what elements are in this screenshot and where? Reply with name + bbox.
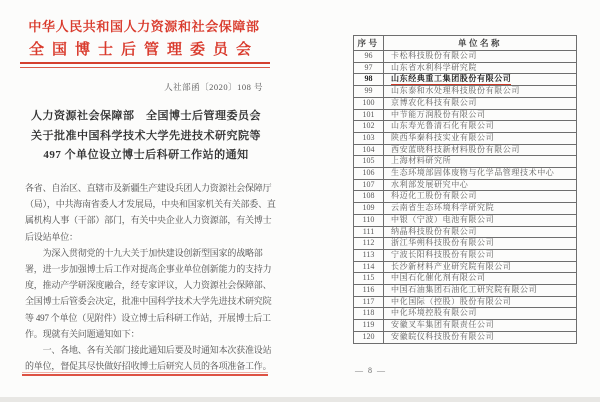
row-number: 110 <box>354 214 384 226</box>
notice-title-line3: 497 个单位设立博士后科研工作站的通知 <box>43 149 249 161</box>
unit-name <box>384 132 577 144</box>
unit-name-text: 长沙新材料产业研究院有限公司 <box>391 261 512 271</box>
table-row <box>354 320 577 332</box>
unit-name <box>384 273 577 285</box>
row-number: 107 <box>354 179 384 191</box>
row-number: 103 <box>354 132 384 144</box>
table-row <box>354 296 577 308</box>
header-row <box>354 36 577 51</box>
unit-name-text: 安徽皖仪科技股份有限公司 <box>391 331 495 341</box>
body-line: 后设站单位： <box>25 231 78 242</box>
body-line: （局），中共海南省委人才发展局，中央和国家机关有关部委、直 <box>25 199 276 210</box>
notice-title-line1: 人力资源社会保障部 全国博士后管理委员会 <box>31 110 261 122</box>
body-line: 各省、自治区、直辖市及新疆生产建设兵团人力资源社会保障厅 <box>25 183 272 193</box>
unit-name-text: 生态环境部固体废物与化学品管理技术中心 <box>391 168 555 178</box>
table-row <box>354 214 577 226</box>
table-row <box>354 308 577 320</box>
body-line: 作。现就有关问题通知如下： <box>25 328 140 339</box>
row-number: 113 <box>354 249 384 261</box>
unit-name <box>384 261 577 273</box>
table-row <box>354 238 577 250</box>
table-row <box>354 203 577 215</box>
unit-name-text: 水利部发展研究中心 <box>391 179 469 189</box>
unit-name-text: 京博农化科技有限公司 <box>391 97 477 107</box>
unit-name-text: 中节能万润股份有限公司 <box>391 109 486 119</box>
footer-rule-thick <box>22 374 268 376</box>
unit-name-text: 陕西华秦科技实业有限公司 <box>391 132 495 142</box>
body-line: 为深入贯彻党的十九大关于加快建设创新型国家的战略部 <box>25 247 263 258</box>
unit-name-text: 中化国际（控股）股份有限公司 <box>391 296 512 306</box>
unit-name <box>384 179 577 191</box>
table-row <box>354 62 577 74</box>
unit-name-text: 中国石化催化剂有限公司 <box>391 273 486 283</box>
unit-name-text: 山东省水利科学研究院 <box>391 62 477 72</box>
row-number: 111 <box>354 226 384 238</box>
table-row <box>354 86 577 98</box>
row-number: 98 <box>354 74 384 86</box>
unit-name-text: 中化环境控股有限公司 <box>391 308 477 318</box>
table-row <box>354 156 577 168</box>
unit-name-text: 中银（宁波）电池有限公司 <box>391 214 495 224</box>
unit-name <box>384 62 577 74</box>
unit-name <box>384 109 577 121</box>
row-number: 96 <box>354 51 384 63</box>
row-number: 99 <box>354 86 384 98</box>
unit-table <box>353 35 577 344</box>
unit-name <box>384 214 577 226</box>
table-row <box>354 273 577 285</box>
scan-edge-strip <box>0 397 600 402</box>
row-number: 105 <box>354 156 384 168</box>
table-row <box>354 144 577 156</box>
notice-body <box>25 180 285 374</box>
unit-name <box>384 238 577 250</box>
body-line: 等 497 个单位（见附件）设立博士后科研工作站，开展博士后工 <box>25 312 271 323</box>
unit-name-text: 宁波长阳科技股份有限公司 <box>391 249 495 259</box>
table-row <box>354 109 577 121</box>
unit-name-text: 西安蓝晓科技新材料股份有限公司 <box>391 144 520 154</box>
unit-name <box>384 51 577 63</box>
page-number: — 8 — <box>355 366 387 375</box>
column-header-number: 序号 <box>354 36 384 51</box>
row-number: 112 <box>354 238 384 250</box>
body-line: 一、各地、各有关部门接此通知后要及时通知本次获准设站 <box>25 344 272 355</box>
unit-name <box>384 285 577 297</box>
unit-table-header <box>354 36 577 51</box>
notice-title <box>20 107 272 166</box>
unit-name <box>384 308 577 320</box>
unit-name-text: 纳晶科技股份有限公司 <box>391 226 477 236</box>
unit-name-text: 安徽叉车集团有限责任公司 <box>391 320 495 330</box>
row-number: 108 <box>354 191 384 203</box>
unit-name <box>384 226 577 238</box>
row-number: 100 <box>354 97 384 109</box>
body-line: 全国博士后管委会决定，批准中国科学技术大学先进技术研究院 <box>25 296 272 307</box>
footer-divider-rule <box>22 372 268 376</box>
table-row <box>354 191 577 203</box>
unit-name <box>384 74 577 86</box>
issuer-title-line1: 中华人民共和国人力资源和社会保障部 <box>28 19 260 34</box>
table-row <box>354 331 577 343</box>
table-row <box>354 97 577 109</box>
body-line: 度，推动产学研深度融合，经专家评议，人力资源社会保障部、 <box>25 280 272 291</box>
row-number: 118 <box>354 308 384 320</box>
unit-name <box>384 97 577 109</box>
footer-rule-thin <box>22 372 268 373</box>
body-line: 署，进一步加强博士后工作对提高企事业单位创新能力的支持力 <box>25 263 272 274</box>
row-number: 119 <box>354 320 384 332</box>
unit-name <box>384 249 577 261</box>
table-row <box>354 132 577 144</box>
unit-name <box>384 156 577 168</box>
row-number: 97 <box>354 62 384 74</box>
row-number: 102 <box>354 121 384 133</box>
unit-name-text: 科迈化工股份有限公司 <box>391 191 477 201</box>
unit-name <box>384 296 577 308</box>
row-number: 120 <box>354 331 384 343</box>
body-line: 的单位，督促其尽快做好招收博士后研究人员的各项准备工作。 <box>25 361 272 372</box>
table-row <box>354 179 577 191</box>
row-number: 101 <box>354 109 384 121</box>
issuer-title-line2: 全国博士后管理委员会 <box>29 42 260 58</box>
unit-name <box>384 86 577 98</box>
notice-title-line2: 关于批准中国科学技术大学先进技术研究院等 <box>31 129 261 142</box>
table-row <box>354 249 577 261</box>
row-number: 106 <box>354 168 384 180</box>
unit-name <box>384 121 577 133</box>
row-number: 109 <box>354 203 384 215</box>
unit-name-text: 中国石油集团石油化工研究院有限公司 <box>391 285 538 295</box>
unit-name <box>384 203 577 215</box>
row-number: 116 <box>354 285 384 297</box>
row-number: 114 <box>354 261 384 273</box>
unit-name-text: 上海材料研究所 <box>391 156 452 166</box>
row-number: 104 <box>354 144 384 156</box>
table-row <box>354 121 577 133</box>
unit-name-text: 山东经典重工集团股份有限公司 <box>391 74 512 84</box>
unit-name <box>384 144 577 156</box>
table-row <box>354 168 577 180</box>
unit-table-body <box>354 51 577 344</box>
column-header-unit-name: 单位名称 <box>384 36 577 51</box>
unit-name-text: 卡松科技股份有限公司 <box>391 51 477 60</box>
document-number: 人社部函〔2020〕108 号 <box>164 82 263 92</box>
unit-name-text: 山东寿光鲁清石化有限公司 <box>391 121 495 131</box>
table-row <box>354 74 577 86</box>
unit-name <box>384 331 577 343</box>
unit-name-text: 浙江华朔科技股份有限公司 <box>391 238 495 248</box>
row-number: 117 <box>354 296 384 308</box>
body-line: 属机构人事（干部）部门，有关中央企业人力资源部，有关博士 <box>25 215 272 226</box>
table-row <box>354 51 577 63</box>
unit-name-text: 云南省生态环境科学研究院 <box>391 203 495 213</box>
table-row <box>354 226 577 238</box>
header-divider-rule <box>20 62 270 68</box>
table-row <box>354 285 577 297</box>
row-number: 115 <box>354 273 384 285</box>
table-row <box>354 261 577 273</box>
unit-name <box>384 320 577 332</box>
unit-name-text: 山东泰和水处理科技股份有限公司 <box>391 86 520 96</box>
unit-name <box>384 168 577 180</box>
unit-name <box>384 191 577 203</box>
